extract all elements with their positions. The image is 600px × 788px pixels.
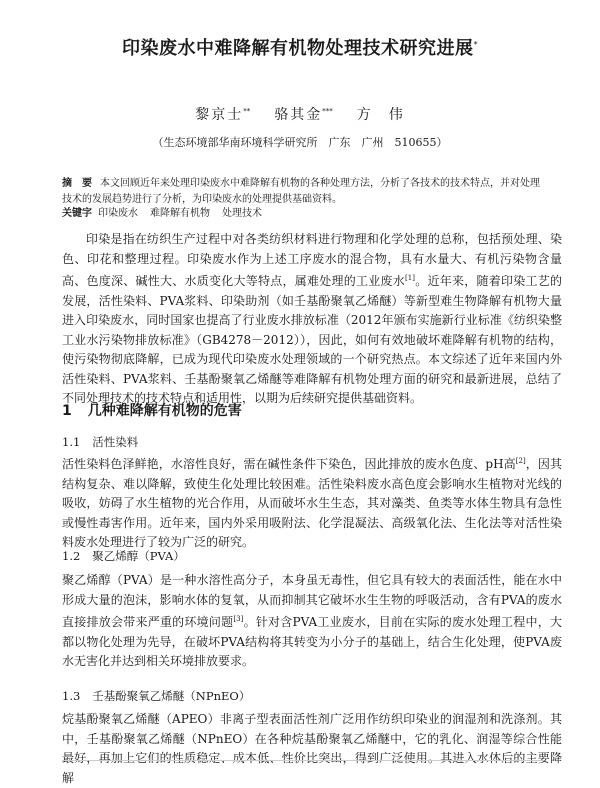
- subsection-number: 1.2: [62, 549, 81, 563]
- body-paragraph: 活性染料色泽鲜艳，水溶性良好，需在碱性条件下染色，因此排放的废水色度、pH高[2]，因其结构复杂、难以降解，致使生化处理比较困难。活性染料废水高色度会影响水生植物对光线的吸收，妨碍了水生植物的光合作用，从而破坏水生生态，其对藻类、鱼类等水体生物具有急性或慢性毒害作用。近年来，国内外采用吸附法、化学混凝法、高级氧化法、生化法等对活性染料废水处理进行了较为广泛的研究。: [62, 457, 562, 549]
- section-number: 1: [62, 403, 72, 419]
- author-affiliation: （生态环境部华南环境科学研究所 广东 广州 510655）: [152, 136, 448, 149]
- subsection-heading: [62, 434, 138, 450]
- title-footnote-mark: *: [473, 40, 478, 49]
- section-title: 几种难降解有机物的危害: [87, 403, 242, 419]
- subsection-title: 壬基酚聚氧乙烯醚（NPnEO）: [92, 689, 251, 703]
- page-divider: [62, 760, 542, 761]
- author-list: [0, 104, 600, 124]
- keyword: 处理技术: [222, 208, 262, 219]
- subsection-title: 聚乙烯醇（PVA）: [92, 549, 185, 563]
- abstract-text: 本文回顾近年来处理印染废水中难降解有机物的各种处理方法，分析了各技术的技术特点，并对处理技术的发展趋势进行了分析，为印染废水的处理提供基础资料。: [62, 178, 540, 205]
- author-name: 骆其金: [274, 107, 323, 123]
- paper-title: 印染废水中难降解有机物处理技术研究进展*: [122, 38, 478, 59]
- citation: [2]: [515, 457, 526, 465]
- subsection-heading: [62, 688, 250, 704]
- subsection-heading: [62, 548, 185, 564]
- author-name: 黎京士: [195, 107, 244, 123]
- author-mark: ***: [322, 107, 333, 116]
- body-paragraph: 聚乙烯醇（PVA）是一种水溶性高分子，本身虽无毒性，但它具有较大的表面活性，能在水中形成大量的泡沫，影响水体的复氧，从而抑制其它破坏水生生物的呼吸活动，含有PVA的废水直接排放会带来严重的环境问题[3]。针对含PVA工业废水，目前在实际的废水处理工程中，大都以物化处理为先导，在破坏PVA结构将其转变为小分子的基础上，结合生化处理，使PVA废水无害化并达到相关环境排放要求。: [62, 573, 562, 668]
- abstract: [62, 176, 542, 208]
- keyword: 难降解有机物: [150, 208, 210, 219]
- keywords-label: 关键字: [62, 208, 92, 219]
- intro-paragraph: 印染是指在纺织生产过程中对各类纺织材料进行物理和化学处理的总称，包括预处理、染色、印花和整理过程。印染废水作为上述工序废水的混合物，具有水量大、有机污染物含量高、色度深、碱性大、水质变化大等特点，属难处理的工业废水[1]。近年来，随着印染工艺的发展，活性染料、PVA浆料、印染助剂（如壬基酚聚氧乙烯醚）等新型难生物降解有机物大量进入印染废水，同时国家也提高了行业废水排放标准（2012年颁布实施新行业标准《纺织染整工业水污染物排放标准》（GB4278－2012）），因此，如何有效地破坏难降解有机物的结构，使污染物彻底降解，已成为现代印染废水处理领域的一个研究热点。本文综述了近年来国内外活性染料、PVA浆料、壬基酚聚氧乙烯醚等难降解有机物处理方面的研究和最新进展，总结了不同处理技术的技术特点和适用性，以期为后续研究提供基础资料。: [62, 232, 562, 405]
- author-name: 方 伟: [356, 107, 405, 123]
- citation: [1]: [405, 274, 415, 282]
- author-mark: **: [243, 107, 251, 116]
- body-paragraph: 烷基酚聚氧乙烯醚（APEO）非离子型表面活性剂广泛用作纺织印染业的润湿剂和洗涤剂。其中，壬基酚聚氧乙烯醚（NPnEO）在各种烷基酚聚氧乙烯醚中，它的乳化、润湿等综合性能最好，再加上它们的性质稳定、成本低、性价比突出，得到广泛使用。其进入水体后的主要降解: [62, 712, 562, 785]
- subsection-title: 活性染料: [92, 435, 139, 449]
- keywords: [62, 206, 262, 222]
- subsection-number: 1.1: [62, 435, 81, 449]
- subsection-number: 1.3: [62, 689, 81, 703]
- citation: [3]: [233, 615, 244, 623]
- section-heading: [62, 400, 242, 420]
- keyword: 印染废水: [98, 208, 138, 219]
- abstract-label: 摘 要: [62, 178, 92, 189]
